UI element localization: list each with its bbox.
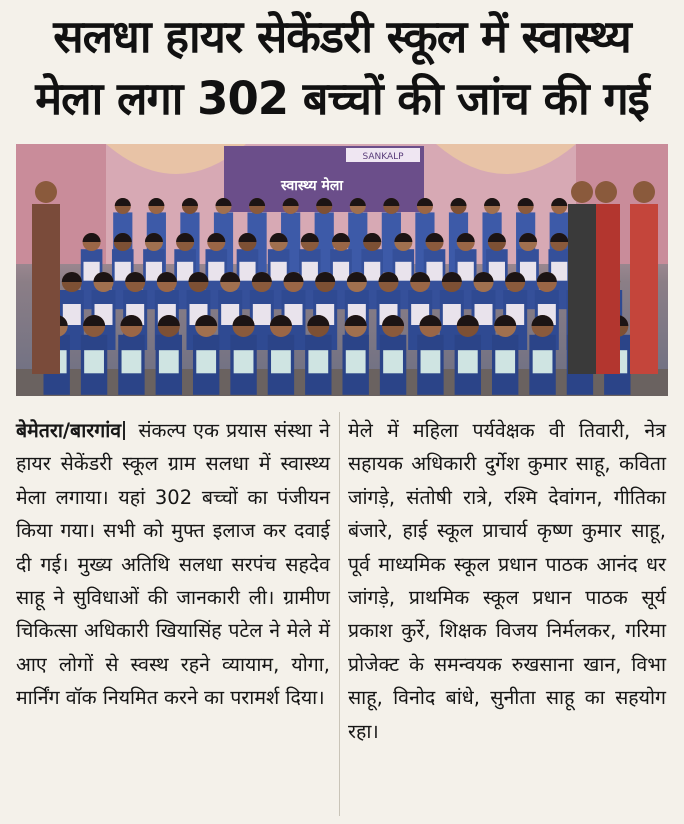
headline-line-2: मेला लगा 302 बच्चों की जांच की गई <box>35 72 649 125</box>
held-booklet <box>308 350 328 373</box>
held-booklet <box>333 262 349 281</box>
adult-head <box>595 181 617 203</box>
held-booklet <box>159 350 179 373</box>
held-booklet <box>533 350 553 373</box>
held-booklet <box>196 350 216 373</box>
held-booklet <box>364 262 380 281</box>
dateline-separator <box>123 421 125 440</box>
adult-figure <box>568 204 596 374</box>
banner-corner-text: SANKALP <box>362 152 404 162</box>
adult-figure <box>592 204 620 374</box>
held-booklet <box>346 350 366 373</box>
adult-head <box>35 181 57 203</box>
held-booklet <box>253 304 271 325</box>
headline-line-1: सलधा हायर सेकेंडरी स्कूल में स्वास्थ्य <box>53 10 631 63</box>
adult-head <box>571 181 593 203</box>
adult-figure <box>630 204 658 374</box>
held-booklet <box>271 350 291 373</box>
held-booklet <box>122 350 142 373</box>
held-booklet <box>234 350 254 373</box>
held-booklet <box>395 262 411 281</box>
adult-head <box>633 181 655 203</box>
held-booklet <box>302 262 318 281</box>
adult-figure <box>32 204 60 374</box>
held-booklet <box>271 262 287 281</box>
headline <box>0 6 684 130</box>
held-booklet <box>495 350 515 373</box>
right-column-text: मेले में महिला पर्यवेक्षक वी तिवारी, नेत्र सहायक अधिकारी दुर्गेश कुमार साहू, कविता जांगड़े, संतोषी रात्रे, रश्मि देवांगन, गीतिका बंजारे, हाई स्कूल प्राचार्य कृष्ण कुमार साहू, पूर्व माध्यमिक स्कूल प्रधान पाठक आनंद धर जांगड़े, प्राथमिक स्कूल प्रधान पाठक सूर्य प्रकाश कुर्रे, शिक्षक विजय निर्मलकर, गरिमा प्रोजेक्ट के समन्वयक रुखसाना खान, विभा साहू, विनोद बांधे, सुनीता साहू का सहयोग रहा। <box>348 419 666 743</box>
article-left-column <box>16 414 330 715</box>
banner-title: स्वास्थ्य मेला <box>281 178 343 194</box>
left-column-text: संकल्प एक प्रयास संस्था ने हायर सेकेंडरी स्कूल ग्राम सलधा में स्वास्थ्य मेला लगाया। यहां 302 बच्चों का पंजीयन किया गया। सभी को मुफ्त इलाज कर दवाई दी गई। मुख्य अतिथि सलधा सरपंच सहदेव साहू ने सुविधाओं की जानकारी ली। ग्रामीण चिकित्सा अधिकारी खियासिंह पटेल ने मेले में आए लोगों से स्वस्थ रहने व्यायाम, योगा, मार्निंग वॉक नियमित करने का परामर्श दिया। <box>16 419 330 710</box>
column-divider <box>339 412 340 816</box>
group-photo-illustration <box>16 144 668 396</box>
student-hair <box>62 272 82 282</box>
news-photo <box>16 144 668 396</box>
held-booklet <box>458 350 478 373</box>
held-booklet <box>383 350 403 373</box>
held-booklet <box>84 350 104 373</box>
held-booklet <box>421 350 441 373</box>
dateline: बेमेतरा/बारगांव <box>16 419 122 442</box>
article-right-column <box>348 414 666 748</box>
